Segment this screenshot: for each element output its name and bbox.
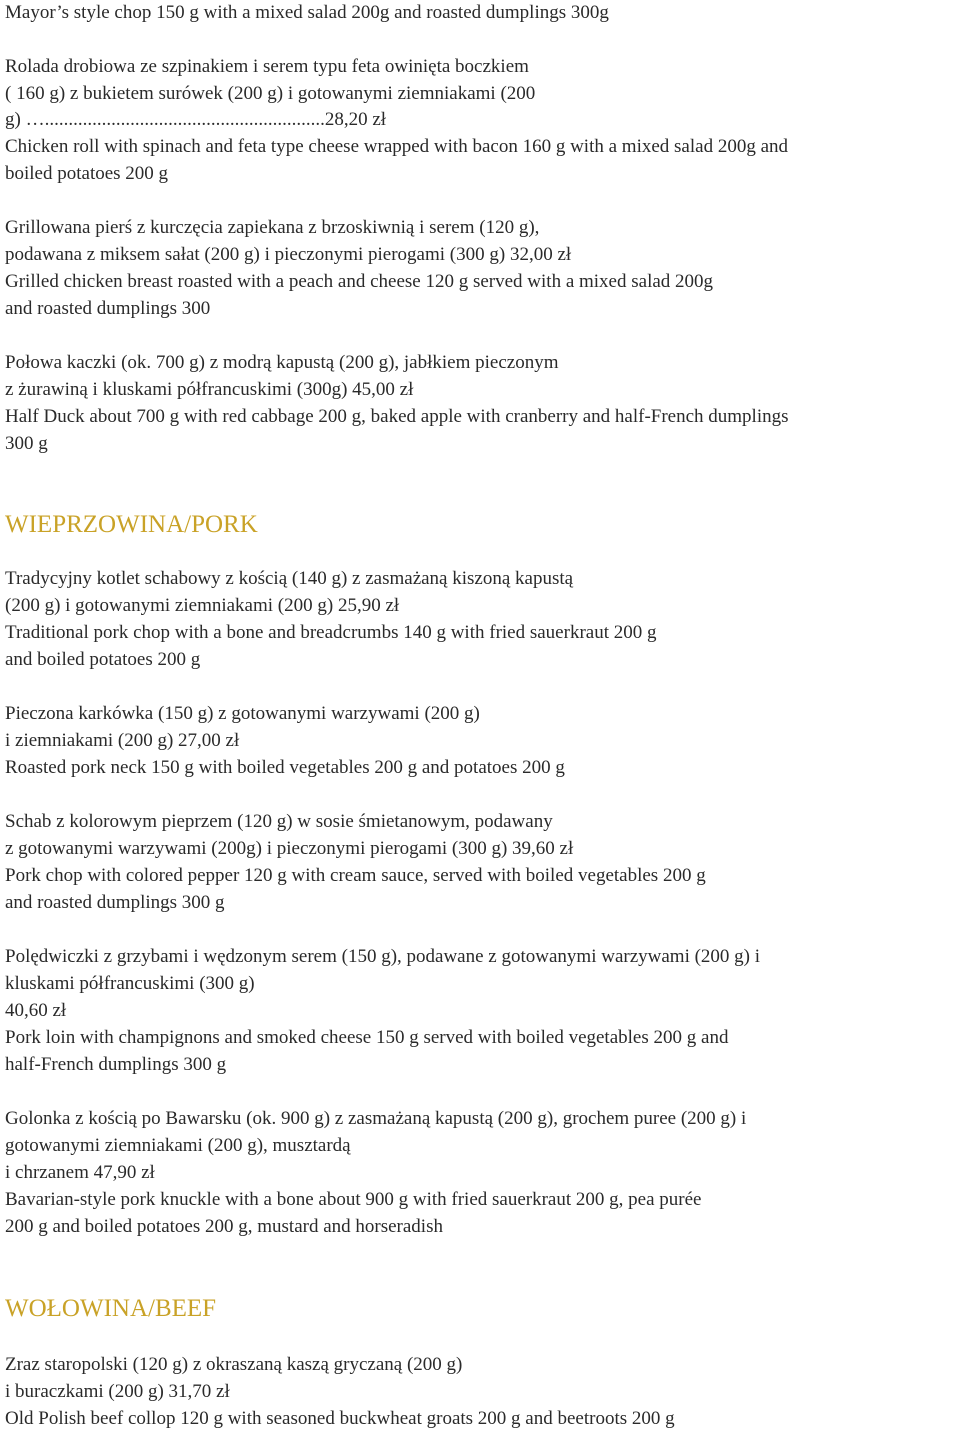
menu-line: g) …...........................................................28,20 zł xyxy=(5,109,387,130)
menu-line: Rolada drobiowa ze szpinakiem i serem typu feta owinięta boczkiem xyxy=(5,56,529,77)
menu-line: Mayor’s style chop 150 g with a mixed salad 200g and roasted dumplings 300g xyxy=(5,2,609,23)
menu-line: half-French dumplings 300 g xyxy=(5,1054,227,1075)
menu-line: and roasted dumplings 300 xyxy=(5,298,211,319)
menu-line: Chicken roll with spinach and feta type cheese wrapped with bacon 160 g with a mixed salad 200g and xyxy=(5,136,788,157)
menu-line: i ziemniakami (200 g) 27,00 zł xyxy=(5,730,240,751)
menu-line: z gotowanymi warzywami (200g) i pieczonymi pierogami (300 g) 39,60 zł xyxy=(5,838,574,859)
menu-line: 200 g and boiled potatoes 200 g, mustard and horseradish xyxy=(5,1216,443,1237)
menu-line: boiled potatoes 200 g xyxy=(5,163,169,184)
menu-line: Grilled chicken breast roasted with a peach and cheese 120 g served with a mixed salad 200g xyxy=(5,271,714,292)
menu-line: Polędwiczki z grzybami i wędzonym serem (150 g), podawane z gotowanymi warzywami (200 g) i xyxy=(5,946,761,967)
menu-line: and roasted dumplings 300 g xyxy=(5,892,225,913)
menu-line: Roasted pork neck 150 g with boiled vegetables 200 g and potatoes 200 g xyxy=(5,757,565,778)
menu-line: kluskami półfrancuskimi (300 g) xyxy=(5,973,255,994)
menu-line: (200 g) i gotowanymi ziemniakami (200 g) 25,90 zł xyxy=(5,595,400,616)
menu-line: podawana z miksem sałat (200 g) i pieczonymi pierogami (300 g) 32,00 zł xyxy=(5,244,572,265)
menu-line: Pork chop with colored pepper 120 g with cream sauce, served with boiled vegetables 200 g xyxy=(5,865,706,886)
menu-line: Traditional pork chop with a bone and breadcrumbs 140 g with fried sauerkraut 200 g xyxy=(5,622,657,643)
menu-line: Pieczona karkówka (150 g) z gotowanymi warzywami (200 g) xyxy=(5,703,480,724)
menu-line: Schab z kolorowym pieprzem (120 g) w sosie śmietanowym, podawany xyxy=(5,811,553,832)
menu-line: Pork loin with champignons and smoked cheese 150 g served with boiled vegetables 200 g and xyxy=(5,1027,729,1048)
menu-line: Tradycyjny kotlet schabowy z kością (140 g) z zasmażaną kiszoną kapustą xyxy=(5,568,574,589)
menu-line: gotowanymi ziemniakami (200 g), musztardą xyxy=(5,1135,351,1156)
menu-line: Połowa kaczki (ok. 700 g) z modrą kapustą (200 g), jabłkiem pieczonym xyxy=(5,352,559,373)
section-heading-pork: WIEPRZOWINA/PORK xyxy=(5,511,258,538)
menu-line: 300 g xyxy=(5,433,48,454)
menu-line: Zraz staropolski (120 g) z okraszaną kaszą gryczaną (200 g) xyxy=(5,1354,463,1375)
menu-line: Bavarian-style pork knuckle with a bone about 900 g with fried sauerkraut 200 g, pea purée xyxy=(5,1189,702,1210)
menu-line: ( 160 g) z bukietem surówek (200 g) i gotowanymi ziemniakami (200 xyxy=(5,83,536,104)
menu-line: Half Duck about 700 g with red cabbage 200 g, baked apple with cranberry and half-French dumplings xyxy=(5,406,789,427)
menu-line: Grillowana pierś z kurczęcia zapiekana z brzoskiwnią i serem (120 g), xyxy=(5,217,540,238)
menu-line: i buraczkami (200 g) 31,70 zł xyxy=(5,1381,230,1402)
menu-line: Golonka z kością po Bawarsku (ok. 900 g) z zasmażaną kapustą (200 g), grochem puree (200 g) i xyxy=(5,1108,747,1129)
menu-line: z żurawiną i kluskami półfrancuskimi (300g) 45,00 zł xyxy=(5,379,414,400)
menu-line: i chrzanem 47,90 zł xyxy=(5,1162,155,1183)
menu-line: 40,60 zł xyxy=(5,1000,67,1021)
section-heading-beef: WOŁOWINA/BEEF xyxy=(5,1295,217,1322)
menu-line: and boiled potatoes 200 g xyxy=(5,649,201,670)
menu-line: Old Polish beef collop 120 g with seasoned buckwheat groats 200 g and beetroots 200 g xyxy=(5,1408,675,1429)
